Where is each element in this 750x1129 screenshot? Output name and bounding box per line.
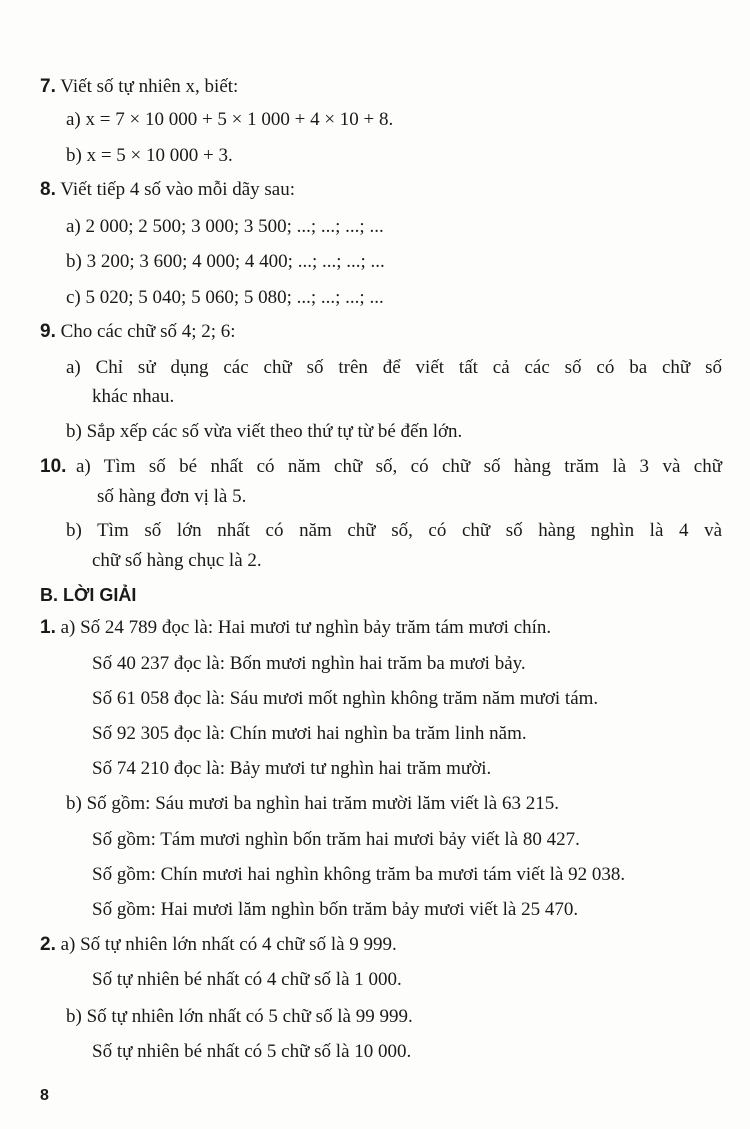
solution-1-a-line1 xyxy=(40,617,551,639)
problem-number: 9. xyxy=(40,321,56,342)
solution-1-b-line4: Số gồm: Hai mươi lăm nghìn bốn trăm bảy mươi viết là 25 470. xyxy=(92,899,579,920)
solution-text: a) Số 24 789 đọc là: Hai mươi tư nghìn bảy trăm tám mươi chín. xyxy=(60,617,552,638)
solution-1-a-line5: Số 74 210 đọc là: Bảy mươi tư nghìn hai trăm mười. xyxy=(92,758,492,779)
problem-10-a-line2: số hàng đơn vị là 5. xyxy=(97,486,247,507)
solution-number: 2. xyxy=(40,934,56,955)
problem-10-b-line2: chữ số hàng chục là 2. xyxy=(92,550,262,571)
solution-1-a-line3: Số 61 058 đọc là: Sáu mươi mốt nghìn không trăm năm mươi tám. xyxy=(92,688,599,709)
solution-1-b-line1: b) Số gồm: Sáu mươi ba nghìn hai trăm mười lăm viết là 63 215. xyxy=(66,793,559,814)
problem-9-title xyxy=(40,321,236,343)
problem-8-b: b) 3 200; 3 600; 4 000; 4 400; ...; ...; ...; ... xyxy=(66,251,385,272)
problem-7-a: a) x = 7 × 10 000 + 5 × 1 000 + 4 × 10 + 8. xyxy=(66,109,394,130)
problem-7-b: b) x = 5 × 10 000 + 3. xyxy=(66,145,233,166)
solution-2-line1 xyxy=(40,934,397,956)
solution-1-b-line3: Số gồm: Chín mươi hai nghìn không trăm ba mươi tám viết là 92 038. xyxy=(92,864,626,885)
page-number: 8 xyxy=(40,1087,49,1104)
problem-text: Viết số tự nhiên x, biết: xyxy=(60,76,239,97)
solution-2-line2: Số tự nhiên bé nhất có 4 chữ số là 1 000. xyxy=(92,969,402,990)
solutions-heading: B. LỜI GIẢI xyxy=(40,585,137,605)
problem-number: 7. xyxy=(40,76,56,97)
problem-10-a-line1: a) Tìm số bé nhất có năm chữ số, có chữ số hàng trăm là 3 và chữ xyxy=(76,456,722,477)
problem-9-b: b) Sắp xếp các số vừa viết theo thứ tự từ bé đến lớn. xyxy=(66,421,463,442)
solution-2-line3: b) Số tự nhiên lớn nhất có 5 chữ số là 99 999. xyxy=(66,1006,413,1027)
problem-text: Viết tiếp 4 số vào mỗi dãy sau: xyxy=(60,179,296,200)
solution-2-line4: Số tự nhiên bé nhất có 5 chữ số là 10 000. xyxy=(92,1041,412,1062)
solution-1-b-line2: Số gồm: Tám mươi nghìn bốn trăm hai mươi bảy viết là 80 427. xyxy=(92,829,580,850)
problem-number: 8. xyxy=(40,179,56,200)
problem-8-c: c) 5 020; 5 040; 5 060; 5 080; ...; ...; ...; ... xyxy=(66,287,384,308)
problem-8-title xyxy=(40,179,295,201)
problem-9-a-line1: a) Chỉ sử dụng các chữ số trên để viết tất cả các số có ba chữ số xyxy=(66,357,722,378)
problem-7-title xyxy=(40,76,238,98)
problem-text: Cho các chữ số 4; 2; 6: xyxy=(60,321,236,342)
problem-8-a: a) 2 000; 2 500; 3 000; 3 500; ...; ...; ...; ... xyxy=(66,216,384,237)
problem-10-b-line1: b) Tìm số lớn nhất có năm chữ số, có chữ số hàng nghìn là 4 và xyxy=(66,520,722,541)
solution-text: a) Số tự nhiên lớn nhất có 4 chữ số là 9 999. xyxy=(60,934,397,955)
solution-1-a-line4: Số 92 305 đọc là: Chín mươi hai nghìn ba trăm linh năm. xyxy=(92,723,527,744)
problem-9-a-line2: khác nhau. xyxy=(92,386,175,407)
problem-number: 10. xyxy=(40,456,67,477)
solution-number: 1. xyxy=(40,617,56,638)
solution-1-a-line2: Số 40 237 đọc là: Bốn mươi nghìn hai trăm ba mươi bảy. xyxy=(92,653,526,674)
